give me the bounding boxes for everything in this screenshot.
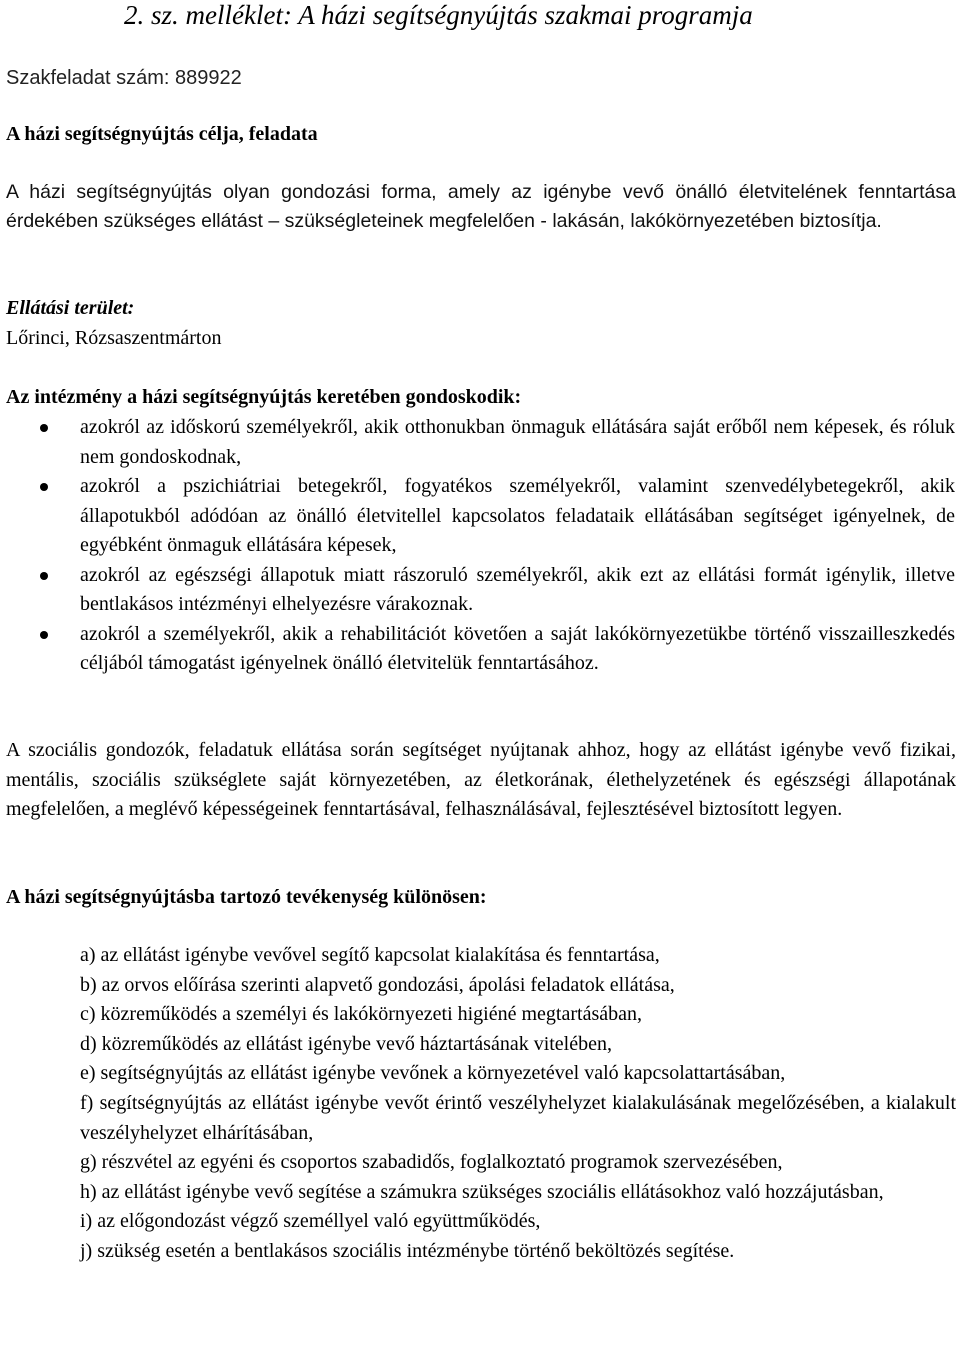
list-item-text: azokról a pszichiátriai betegekről, fogyatékos személyekről, valamint szenvedélybetegekről, akik állapotukból adódóan az önálló életvitellel kapcsolatos feladataik ellátásában segítséget igényelnek, de egyébként önmaguk ellátására képesek, (80, 475, 955, 556)
area-heading: Ellátási terület: (6, 297, 135, 319)
activity-item: h) az ellátást igénybe vevő segítése a számukra szükséges szociális ellátásokhoz való hozzájutásban, (80, 1180, 884, 1203)
bullet-icon (40, 631, 48, 639)
bullet-icon (40, 424, 48, 432)
goal-heading: A házi segítségnyújtás célja, feladata (6, 123, 318, 145)
list-item (0, 620, 955, 679)
activity-item: c) közreműködés a személyi és lakókörnyezeti higiéné megtartásában, (80, 1003, 642, 1026)
activity-item: e) segítségnyújtás az ellátást igénybe vevőnek a környezetével való kapcsolattartásában, (80, 1062, 786, 1085)
activities-list (80, 941, 956, 1267)
activity-item: d) közreműködés az ellátást igénybe vevő háztartásának vitelében, (80, 1032, 612, 1055)
activity-item: f) segítségnyújtás az ellátást igénybe vevőt érintő veszélyhelyzet kialakulásának megelőzésében, a kialakult veszélyhelyzet elhárításában, (80, 1091, 956, 1144)
list-item-text: azokról az időskorú személyekről, akik otthonukban önmaguk ellátására saját erőből nem képesek, és róluk nem gondoskodnak, (80, 416, 955, 468)
activity-item: a) az ellátást igénybe vevővel segítő kapcsolat kialakítása és fenntartása, (80, 944, 660, 966)
list-item-text: azokról az egészségi állapotuk miatt rászoruló személyekről, akik ezt az ellátási formát igénylik, illetve bentlakásos intézményi elhelyezésre várakoznak. (80, 563, 955, 615)
task-number: Szakfeladat szám: 889922 (6, 67, 242, 89)
activity-item: b) az orvos előírása szerinti alapvető gondozási, ápolási feladatok ellátása, (80, 973, 675, 996)
activities-heading: A házi segítségnyújtásba tartozó tevékenység különösen: (6, 886, 487, 908)
document-title: 2. sz. melléklet: A házi segítségnyújtás szakmai programja (124, 0, 753, 30)
list-item-text: azokról a személyekről, akik a rehabilitációt követően a saját lakókörnyezetükbe történő visszailleszkedés céljából támogatást igényelnek önálló életvitelük fenntartásához. (80, 622, 955, 674)
area-text: Lőrinci, Rózsaszentmárton (6, 327, 222, 349)
care-heading: Az intézmény a házi segítségnyújtás keretében gondoskodik: (6, 386, 522, 408)
carers-paragraph: A szociális gondozók, feladatuk ellátása során segítséget nyújtanak ahhoz, hogy az ellátást igénybe vevő fizikai, mentális, szociális szükséglete saját környezetében, az életkorának, élethelyzetének és egészségi állapotának megfelelően, a meglévő képességeinek fenntartásával, felhasználásával, fejlesztésével biztosított legyen. (6, 739, 956, 820)
goal-paragraph: A házi segítségnyújtás olyan gondozási forma, amely az igénybe vevő önálló életvitelének fenntartása érdekében szükséges ellátást – szükségleteinek megfelelően - lakásán, lakókörnyezetében biztosítja. (6, 181, 956, 232)
list-item (0, 413, 955, 472)
bullet-icon (40, 483, 48, 491)
list-item (0, 561, 955, 620)
activity-item: j) szükség esetén a bentlakásos szociális intézménybe történő beköltözés segítése. (80, 1239, 735, 1262)
bullet-icon (40, 572, 48, 580)
activity-item: g) részvétel az egyéni és csoportos szabadidős, foglalkoztató programok szervezésében, (80, 1151, 783, 1174)
activity-item: i) az előgondozást végző személlyel való együttműködés, (80, 1210, 541, 1233)
care-list (0, 413, 960, 679)
list-item (0, 472, 955, 561)
